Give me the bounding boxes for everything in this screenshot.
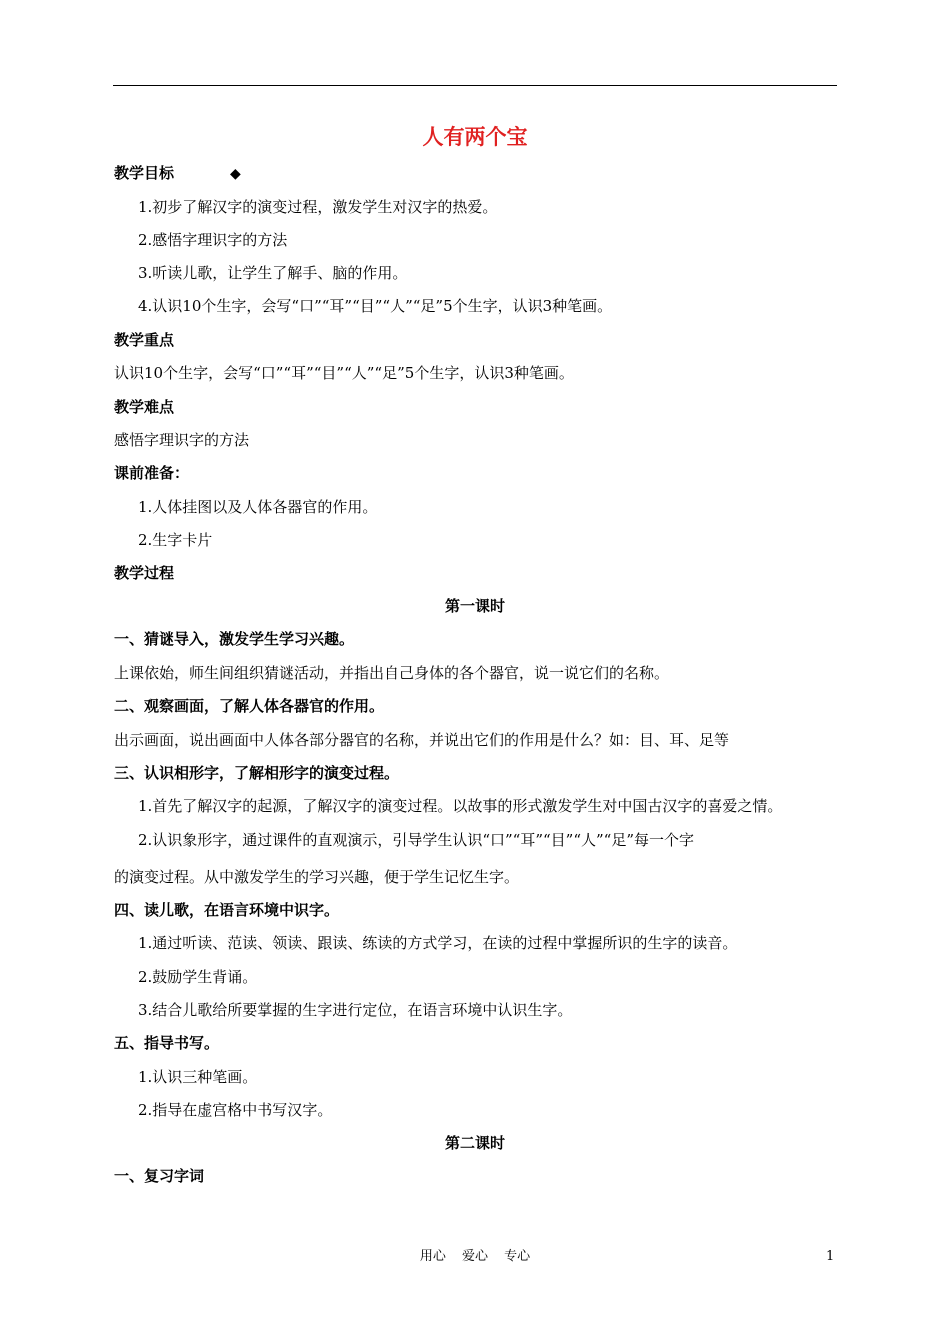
footer-text: 用心 爱心 专心: [419, 1249, 531, 1264]
section-heading: 三、认识相形字，了解相形字的演变过程。: [114, 764, 400, 782]
section-item: 1.通过听读、范读、领读、跟读、练读的方式学习，在读的过程中掌握所识的生字的读音。: [138, 934, 738, 952]
preparation-item: 1.人体挂图以及人体各器官的作用。: [138, 498, 378, 516]
objective-item: 3.听读儿歌，让学生了解手、脑的作用。: [138, 264, 408, 282]
page-number: 1: [826, 1249, 835, 1264]
section-item-continuation: 的演变过程。从中激发学生的学习兴趣，便于学生记忆生字。: [114, 868, 520, 886]
header-rule: [113, 85, 837, 86]
diamond-icon: ◆: [230, 166, 241, 182]
objective-item: 4.认识10个生字，会写“口”“耳”“目”“人”“足”5个生字，认识3种笔画。: [138, 297, 613, 315]
objective-item: 2.感悟字理识字的方法: [138, 231, 288, 249]
section-text: 出示画面，说出画面中人体各部分器官的名称，并说出它们的作用是什么？如：目、耳、足等: [114, 731, 730, 749]
section-item: 3.结合儿歌给所要掌握的生字进行定位，在语言环境中认识生字。: [138, 1001, 573, 1019]
lesson-2-title: 第二课时: [444, 1134, 505, 1152]
objective-item: 1.初步了解汉字的演变过程，激发学生对汉字的热爱。: [138, 198, 498, 216]
preparation-item: 2.生字卡片: [138, 531, 213, 549]
section-text: 上课依始，师生间组织猜谜活动，并指出自己身体的各个器官，说一说它们的名称。: [114, 664, 670, 682]
section-heading: 五、指导书写。: [114, 1034, 220, 1052]
difficulties-text: 感悟字理识字的方法: [114, 431, 250, 449]
key-points-text: 认识10个生字，会写“口”“耳”“目”“人”“足”5个生字，认识3种笔画。: [114, 364, 574, 382]
key-points-heading: 教学重点: [114, 331, 175, 349]
difficulties-heading: 教学难点: [114, 398, 175, 416]
section-item: 2.鼓励学生背诵。: [138, 968, 258, 986]
preparation-heading: 课前准备：: [114, 464, 190, 482]
section-heading: 一、复习字词: [114, 1167, 205, 1185]
section-heading: 一、猜谜导入，激发学生学习兴趣。: [114, 630, 355, 648]
section-heading: 二、观察画面，了解人体各器官的作用。: [114, 697, 385, 715]
section-heading: 四、读儿歌，在语言环境中识字。: [114, 901, 340, 919]
process-heading: 教学过程: [114, 564, 175, 582]
objectives-heading: 教学目标: [114, 164, 175, 182]
lesson-1-title: 第一课时: [444, 597, 505, 615]
section-item: 2.认识象形字，通过课件的直观演示，引导学生认识“口”“耳”“目”“人”“足”每一个字: [138, 831, 694, 849]
section-item: 1.首先了解汉字的起源，了解汉字的演变过程。以故事的形式激发学生对中国古汉字的喜爱之情。: [138, 797, 783, 815]
section-item: 2.指导在虚宫格中书写汉字。: [138, 1101, 333, 1119]
section-item: 1.认识三种笔画。: [138, 1068, 258, 1086]
document-title: 人有两个宝: [422, 125, 528, 149]
